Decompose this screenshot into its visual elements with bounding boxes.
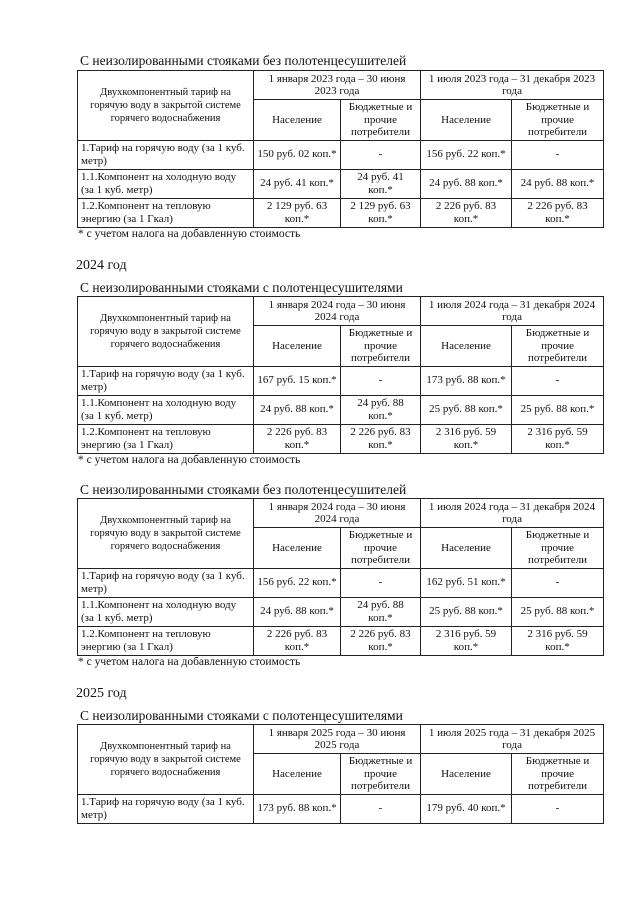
row-label: 1.Тариф на горячую воду (за 1 куб. метр) xyxy=(78,366,254,395)
col-population: Население xyxy=(254,100,341,141)
cell-value: 24 руб. 41 коп.* xyxy=(254,169,341,198)
cell-value: 156 руб. 22 коп.* xyxy=(421,140,512,169)
cell-value: 24 руб. 88 коп.* xyxy=(512,169,604,198)
cell-value: 2 226 руб. 83 коп.* xyxy=(421,198,512,227)
table-row xyxy=(78,597,604,626)
cell-value: 25 руб. 88 коп.* xyxy=(512,395,604,424)
cell-value: 2 129 руб. 63 коп.* xyxy=(254,198,341,227)
cell-value: 173 руб. 88 коп.* xyxy=(421,366,512,395)
table-row xyxy=(78,395,604,424)
col-budget: Бюджетные и прочие потребители xyxy=(341,100,421,141)
year-heading-2024: 2024 год xyxy=(76,258,127,273)
section-2-heading: С неизолированными стояками с полотенцесушителями xyxy=(80,280,403,295)
cell-value: - xyxy=(341,140,421,169)
vat-footnote: * с учетом налога на добавленную стоимость xyxy=(78,454,301,466)
cell-value: 2 226 руб. 83 коп.* xyxy=(512,198,604,227)
row-label: 1.2.Компонент на тепловую энергию (за 1 Гкал) xyxy=(78,198,254,227)
period-1-header: 1 января 2024 года – 30 июня 2024 года xyxy=(254,297,421,326)
period-1-header: 1 января 2025 года – 30 июня 2025 года xyxy=(254,725,421,754)
row-label: 1.2.Компонент на тепловую энергию (за 1 Гкал) xyxy=(78,424,254,453)
cell-value: 2 226 руб. 83 коп.* xyxy=(254,626,341,655)
table-row xyxy=(78,198,604,227)
cell-value: - xyxy=(512,140,604,169)
row-label: 1.2.Компонент на тепловую энергию (за 1 Гкал) xyxy=(78,626,254,655)
col-population: Население xyxy=(254,754,341,795)
tariff-table-4 xyxy=(77,724,604,824)
cell-value: - xyxy=(341,794,421,823)
section-3-heading: С неизолированными стояками без полотенцесушителей xyxy=(80,482,407,497)
row-label: 1.1.Компонент на холодную воду (за 1 куб. метр) xyxy=(78,597,254,626)
cell-value: 167 руб. 15 коп.* xyxy=(254,366,341,395)
col-population: Население xyxy=(421,326,512,367)
table-row xyxy=(78,169,604,198)
cell-value: 25 руб. 88 коп.* xyxy=(421,395,512,424)
col-population: Население xyxy=(254,528,341,569)
cell-value: 2 316 руб. 59 коп.* xyxy=(512,424,604,453)
cell-value: 25 руб. 88 коп.* xyxy=(421,597,512,626)
cell-value: - xyxy=(512,568,604,597)
row-label: 1.Тариф на горячую воду (за 1 куб. метр) xyxy=(78,794,254,823)
cell-value: 24 руб. 41 коп.* xyxy=(341,169,421,198)
row-label: 1.1.Компонент на холодную воду (за 1 куб. метр) xyxy=(78,169,254,198)
period-2-header: 1 июля 2025 года – 31 декабря 2025 года xyxy=(421,725,604,754)
row-label: 1.Тариф на горячую воду (за 1 куб. метр) xyxy=(78,568,254,597)
cell-value: 2 226 руб. 83 коп.* xyxy=(341,424,421,453)
col-budget: Бюджетные и прочие потребители xyxy=(512,326,604,367)
cell-value: 24 руб. 88 коп.* xyxy=(254,395,341,424)
section-4-heading: С неизолированными стояками с полотенцесушителями xyxy=(80,708,403,723)
corner-header: Двухкомпонентный тариф на горячую воду в закрытой системе горячего водоснабжения xyxy=(78,297,254,367)
col-population: Население xyxy=(421,528,512,569)
tariff-table-3 xyxy=(77,498,604,656)
cell-value: 150 руб. 02 коп.* xyxy=(254,140,341,169)
cell-value: - xyxy=(341,366,421,395)
col-budget: Бюджетные и прочие потребители xyxy=(512,528,604,569)
cell-value: - xyxy=(512,366,604,395)
corner-header: Двухкомпонентный тариф на горячую воду в закрытой системе горячего водоснабжения xyxy=(78,499,254,569)
cell-value: 2 226 руб. 83 коп.* xyxy=(341,626,421,655)
tariff-table-1 xyxy=(77,70,604,228)
col-budget: Бюджетные и прочие потребители xyxy=(341,528,421,569)
period-1-header: 1 января 2024 года – 30 июня 2024 года xyxy=(254,499,421,528)
table-row xyxy=(78,626,604,655)
cell-value: 24 руб. 88 коп.* xyxy=(341,597,421,626)
cell-value: 24 руб. 88 коп.* xyxy=(254,597,341,626)
cell-value: - xyxy=(341,568,421,597)
cell-value: 2 129 руб. 63 коп.* xyxy=(341,198,421,227)
table-row xyxy=(78,140,604,169)
period-2-header: 1 июля 2024 года – 31 декабря 2024 года xyxy=(421,499,604,528)
col-budget: Бюджетные и прочие потребители xyxy=(341,326,421,367)
col-population: Население xyxy=(421,754,512,795)
col-population: Население xyxy=(421,100,512,141)
cell-value: 2 316 руб. 59 коп.* xyxy=(421,424,512,453)
section-1-heading: С неизолированными стояками без полотенцесушителей xyxy=(80,53,407,68)
corner-header: Двухкомпонентный тариф на горячую воду в закрытой системе горячего водоснабжения xyxy=(78,725,254,795)
col-budget: Бюджетные и прочие потребители xyxy=(512,754,604,795)
table-row xyxy=(78,366,604,395)
period-2-header: 1 июля 2023 года – 31 декабря 2023 года xyxy=(421,71,604,100)
cell-value: 25 руб. 88 коп.* xyxy=(512,597,604,626)
table-row xyxy=(78,794,604,823)
period-2-header: 1 июля 2024 года – 31 декабря 2024 года xyxy=(421,297,604,326)
cell-value: 24 руб. 88 коп.* xyxy=(421,169,512,198)
row-label: 1.Тариф на горячую воду (за 1 куб. метр) xyxy=(78,140,254,169)
col-budget: Бюджетные и прочие потребители xyxy=(512,100,604,141)
cell-value: 179 руб. 40 коп.* xyxy=(421,794,512,823)
vat-footnote: * с учетом налога на добавленную стоимость xyxy=(78,228,301,240)
cell-value: 173 руб. 88 коп.* xyxy=(254,794,341,823)
cell-value: 162 руб. 51 коп.* xyxy=(421,568,512,597)
vat-footnote: * с учетом налога на добавленную стоимость xyxy=(78,656,301,668)
cell-value: 2 316 руб. 59 коп.* xyxy=(421,626,512,655)
corner-header: Двухкомпонентный тариф на горячую воду в закрытой системе горячего водоснабжения xyxy=(78,71,254,141)
row-label: 1.1.Компонент на холодную воду (за 1 куб. метр) xyxy=(78,395,254,424)
table-row xyxy=(78,568,604,597)
table-row xyxy=(78,424,604,453)
cell-value: 156 руб. 22 коп.* xyxy=(254,568,341,597)
period-1-header: 1 января 2023 года – 30 июня 2023 года xyxy=(254,71,421,100)
col-population: Население xyxy=(254,326,341,367)
year-heading-2025: 2025 год xyxy=(76,686,127,701)
tariff-table-2 xyxy=(77,296,604,454)
cell-value: 24 руб. 88 коп.* xyxy=(341,395,421,424)
cell-value: 2 226 руб. 83 коп.* xyxy=(254,424,341,453)
cell-value: - xyxy=(512,794,604,823)
cell-value: 2 316 руб. 59 коп.* xyxy=(512,626,604,655)
col-budget: Бюджетные и прочие потребители xyxy=(341,754,421,795)
